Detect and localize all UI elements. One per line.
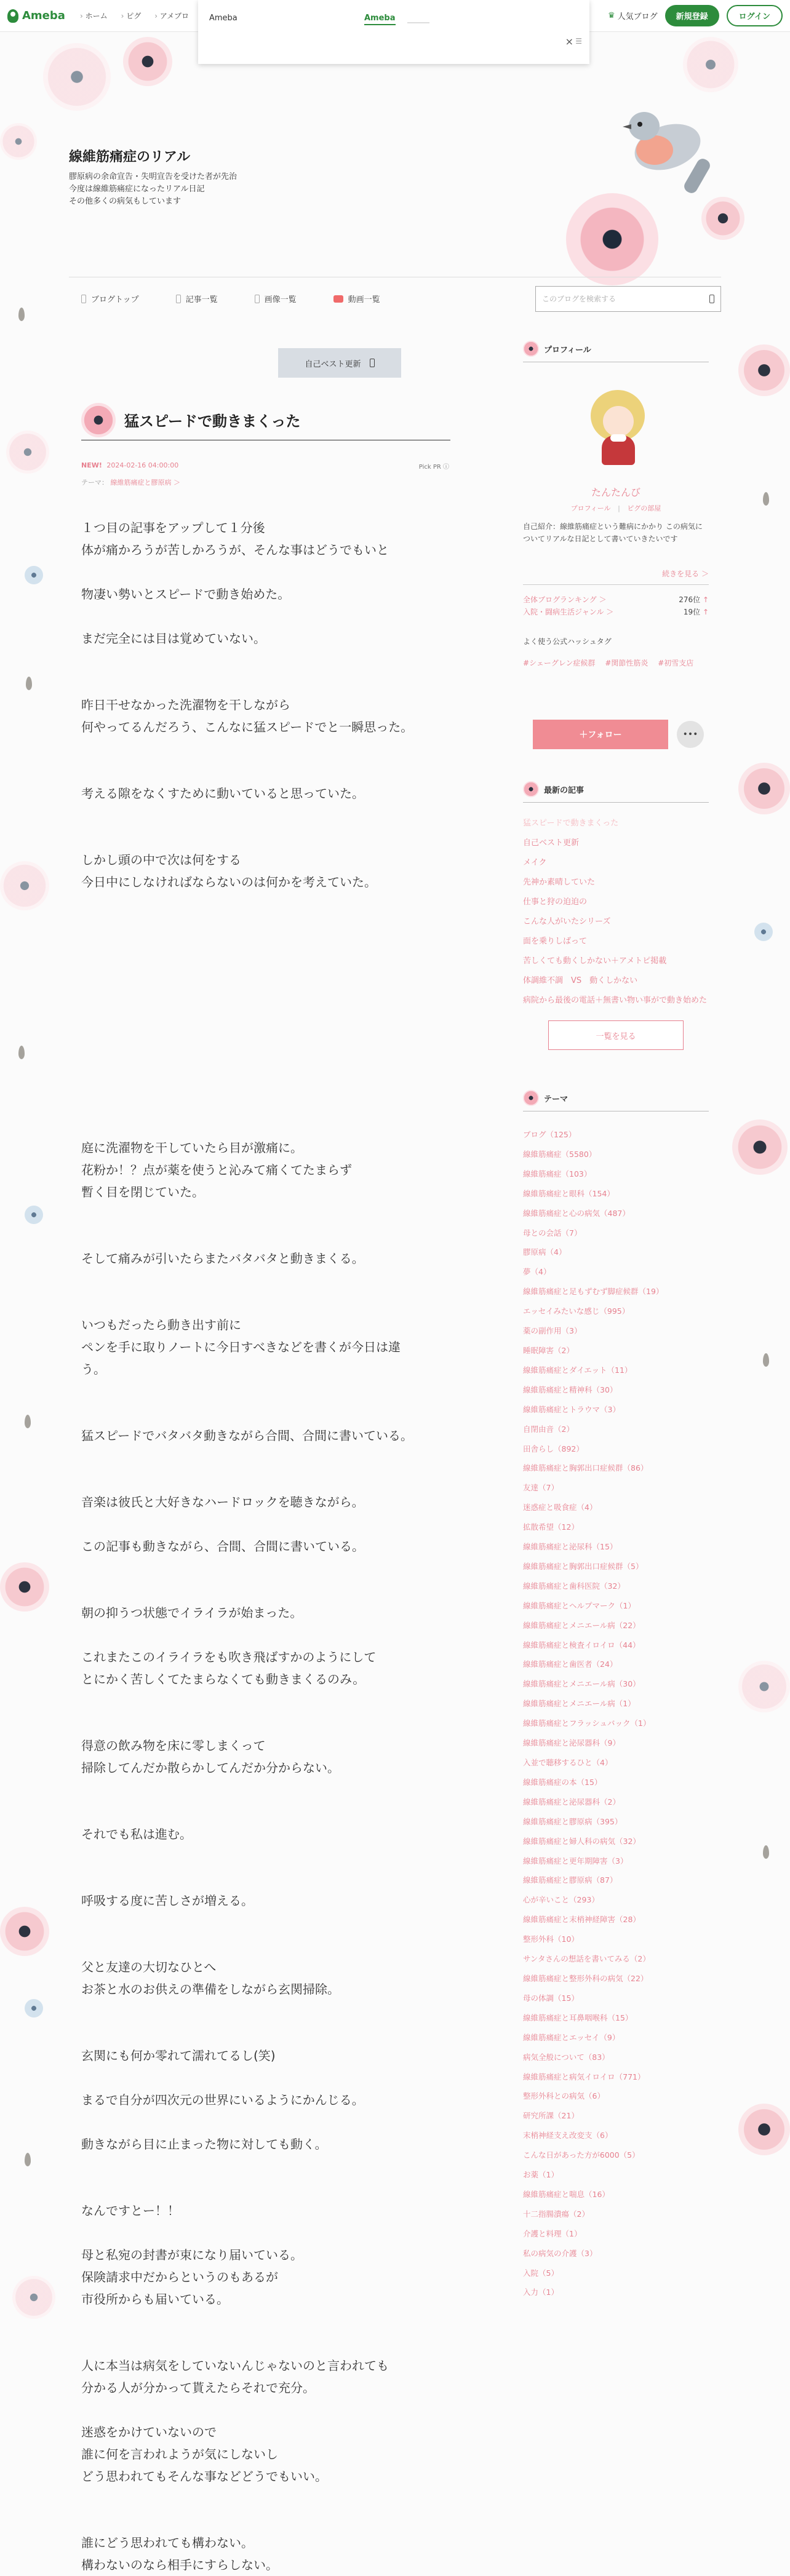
flower-icon <box>523 781 539 797</box>
top-nav-ameblo[interactable]: › アメブロ <box>154 10 189 21</box>
article-paragraph <box>81 1380 463 1402</box>
article-paragraph <box>81 2067 463 2089</box>
article-date: 2024-02-16 04:00:00 <box>106 461 179 469</box>
article-paragraph: 玄関にも何か零れて濡れてるし(笑) <box>81 2048 276 2063</box>
menu-icon[interactable]: ☰ <box>575 37 582 46</box>
article-paragraph: 考える隙をなくすために動いていると思っていた。 <box>81 786 364 801</box>
article-paragraph: 花粉か！？点が薬を使うと沁みて痛くてたまらず <box>81 1163 352 1177</box>
article-paragraph <box>81 1092 463 1115</box>
theme-link[interactable]: 田舎らし（892） <box>523 1444 584 1453</box>
profile-name[interactable]: たんたんび <box>591 487 640 498</box>
theme-link[interactable]: こんな日があった方が6000（5） <box>523 2150 640 2160</box>
recent-entry-link[interactable]: メイク <box>523 858 547 867</box>
theme-link[interactable]: 線維筋痛症とトラウマ（3） <box>523 1404 620 1414</box>
article-paragraph <box>81 2222 463 2244</box>
article-paragraph <box>81 1115 463 1137</box>
theme-link[interactable]: 整形外科との病気（6） <box>523 2091 605 2101</box>
article-paragraph: 保険請求中だからというのもあるが <box>81 2270 278 2284</box>
theme-link[interactable]: 線維筋痛症と眼科（154） <box>523 1188 615 1198</box>
profile-links: プロフィール | ピグの部屋 <box>570 504 661 512</box>
article-paragraph: う。 <box>81 1362 106 1377</box>
recent-entry-link[interactable]: 面を乗りしばって <box>523 937 588 946</box>
theme-link[interactable]: 線維筋痛症と泌尿器科（2） <box>523 1797 620 1807</box>
hashtag-list <box>523 654 709 672</box>
article-paragraph: 誰にどう思われても構わない。 <box>81 2535 253 2550</box>
flower-icon <box>523 341 539 357</box>
article-paragraph <box>81 1557 463 1580</box>
theme-link[interactable]: 線維筋痛症とメニエール病（30） <box>523 1679 640 1689</box>
article-paragraph: とにかく苦しくてたまらなくても動きまくるのみ。 <box>81 1672 365 1687</box>
article-paragraph <box>81 893 463 915</box>
popup-tab-ameba[interactable]: Ameba <box>364 14 396 25</box>
theme-link[interactable]: 睡眠障害（2） <box>523 1345 574 1355</box>
theme-link[interactable]: 心が辛いこと（293） <box>523 1895 599 1905</box>
article-paragraph <box>81 2022 463 2045</box>
article-paragraph <box>81 1203 463 1225</box>
profile-section <box>523 341 709 740</box>
article-paragraph: 分かる人が分かって貰えたらそれで充分。 <box>81 2380 315 2395</box>
article-paragraph: 掃除してんだか散らかしてんだか分からない。 <box>81 1760 340 1775</box>
theme-link[interactable]: 十二指腸潰瘍（2） <box>523 2209 589 2219</box>
article-meta <box>81 461 450 469</box>
profile-heading-label: プロフィール <box>544 345 591 355</box>
theme-link[interactable]: 薬の副作用（3） <box>523 1326 582 1336</box>
theme-link[interactable]: 線維筋痛症とヘルプマーク（1） <box>523 1600 636 1610</box>
article-paragraph: １つ目の記事をアップして１分後 <box>81 520 265 535</box>
article-paragraph: 物凄い勢いとスピードで動き始めた。 <box>81 587 290 602</box>
follow-button[interactable]: ＋フォロー <box>533 720 668 749</box>
theme-list <box>523 1125 709 2302</box>
recent-entry-link[interactable]: こんな人がいたシリーズ <box>523 917 611 926</box>
theme-link[interactable]: 線維筋痛症と膠原病（395） <box>523 1816 623 1826</box>
image-icon <box>255 295 260 303</box>
more-options-icon[interactable]: ••• <box>677 721 704 748</box>
article-paragraph <box>81 1070 463 1092</box>
theme-link[interactable]: 線維筋痛症の本（15） <box>523 1777 602 1787</box>
hashtag[interactable]: #シェーグレン症候群 <box>523 659 596 667</box>
theme-link[interactable]: 線維筋痛症と泌尿器科（9） <box>523 1738 620 1748</box>
article-paragraph <box>81 1402 463 1425</box>
rank-row-genre <box>523 606 709 618</box>
article-paragraph <box>81 1026 463 1048</box>
close-icon[interactable]: × <box>565 36 573 47</box>
nav-video-list[interactable] <box>333 293 380 304</box>
avatar[interactable] <box>587 390 648 470</box>
recent-entry-link[interactable]: 仕事と狩の迫迫の <box>523 897 588 907</box>
article-paragraph: 迷惑をかけていないので <box>81 2425 217 2439</box>
theme-link[interactable]: ブログ（125） <box>523 1130 577 1139</box>
article-paragraph: 得意の飲み物を床に零しまくって <box>81 1738 266 1753</box>
recent-entry-link[interactable]: 先神か素晴していた <box>523 878 596 887</box>
follow-row <box>533 720 711 749</box>
article-paragraph <box>81 2399 463 2421</box>
article-paragraph <box>81 2111 463 2133</box>
popular-blog-label: 人気ブログ <box>617 12 658 22</box>
nav-entry-list-label: 記事一覧 <box>185 295 218 304</box>
article-paragraph <box>81 982 463 1004</box>
article-paragraph: いつもだったら動き出す前に <box>81 1318 241 1332</box>
rank-value: 19位 ↑ <box>683 608 709 616</box>
blog-search-placeholder: このブログを検索する <box>542 295 616 303</box>
recent-heading-label: 最新の記事 <box>544 785 585 795</box>
theme-link[interactable]: 入力（1） <box>523 2288 559 2297</box>
top-nav-home[interactable]: › ホーム <box>80 10 108 21</box>
theme-link[interactable]: 線維筋痛症と胸郭出口症候群（86） <box>523 1463 648 1473</box>
theme-link[interactable]: 拡散希望（12） <box>523 1522 579 1532</box>
article-paragraph: 動きながら目に止まった物に対しても動く。 <box>81 2137 327 2152</box>
article-paragraph: そして痛みが引いたらまたバタバタと動きまくる。 <box>81 1251 364 1266</box>
article-paragraph <box>81 650 463 672</box>
article-paragraph: まるで自分が四次元の世界にいるようにかんじる。 <box>81 2093 364 2107</box>
article-paragraph: まだ完全には目は覚めていない。 <box>81 631 266 646</box>
blog-header <box>0 32 790 272</box>
article-paragraph <box>81 1624 463 1646</box>
flower-icon <box>523 1090 539 1106</box>
article-theme <box>81 477 180 487</box>
recent-entry-link[interactable]: 病院から最後の電話＋無書い物い事がで動き始めた <box>523 996 708 1005</box>
article-paragraph <box>81 1690 463 1712</box>
pick-pr-label[interactable]: Pick PR ⓘ <box>418 464 449 471</box>
ameba-popup <box>198 0 589 64</box>
article-paragraph: 暫く目を閉じていた。 <box>81 1185 204 1199</box>
arrow-icon <box>370 359 375 367</box>
article-paragraph <box>81 805 463 827</box>
theme-link[interactable]: 線維筋痛症とダイエット（11） <box>523 1365 632 1375</box>
profile-more-link[interactable]: 続きを見る ＞ <box>662 570 709 578</box>
article-paragraph <box>81 937 463 960</box>
article-paragraph: 庭に洗濯物を干していたら目が激痛に。 <box>81 1140 303 1155</box>
nav-image-list[interactable] <box>255 293 297 304</box>
theme-link[interactable]: 線維筋痛症と検査イロイロ（44） <box>523 1640 640 1650</box>
article-paragraph <box>81 2332 463 2355</box>
theme-link[interactable]: サンタさんの想話を書いてみる（2） <box>523 1954 650 1964</box>
theme-link[interactable]: 研究所課（21） <box>523 2111 579 2121</box>
list-icon <box>176 295 181 303</box>
theme-heading <box>523 1090 709 1111</box>
article-paragraph <box>81 2487 463 2510</box>
article-paragraph: なんですとー！！ <box>81 2203 180 2218</box>
article-paragraph <box>81 915 463 937</box>
article-paragraph: 父と友達の大切なひとへ <box>81 1960 217 1974</box>
new-badge: NEW! <box>81 461 102 469</box>
popup-tab-empty[interactable] <box>407 14 429 23</box>
top-nav-pigg[interactable]: › ピグ <box>121 10 142 21</box>
article-paragraph <box>81 672 463 694</box>
pig-room-link[interactable]: ピグの部屋 <box>627 504 661 512</box>
theme-link[interactable]: 自閉由音（2） <box>523 1424 574 1434</box>
article-paragraph: 呼吸する度に苦しさが増える。 <box>81 1893 253 1908</box>
recent-entries <box>523 781 709 1050</box>
article-paragraph: 今日中にしなければならないのは何かを考えていた。 <box>81 875 377 889</box>
recent-entry-link[interactable]: 自己ベスト更新 <box>523 838 580 848</box>
rank-label[interactable]: 全体ブログランキング ＞ <box>523 595 607 604</box>
recent-heading <box>523 781 709 803</box>
theme-link[interactable]: 線維筋痛症と歯科医院（32） <box>523 1581 625 1591</box>
video-icon <box>333 295 343 303</box>
rank-row-overall <box>523 594 709 606</box>
theme-link[interactable]: 線維筋痛症と膠原病（87） <box>523 1875 618 1885</box>
ameba-logo[interactable] <box>7 9 65 23</box>
nav-image-list-label: 画像一覧 <box>264 295 297 304</box>
theme-link[interactable]: エッセイみたいな感じ（995） <box>523 1306 630 1316</box>
article-paragraph: どう思われてもそんな事などどうでもいい。 <box>81 2469 327 2484</box>
article-paragraph: 朝の抑うつ状態でイライラが始まった。 <box>81 1605 303 1620</box>
article-paragraph <box>81 1801 463 1823</box>
article-paragraph: 何やってるんだろう、こんなに猛スピードでと一瞬思った。 <box>81 720 413 734</box>
theme-link[interactable]: 線維筋痛症と喘息（16） <box>523 2189 610 2199</box>
blog-description-line: 膠原病の余命宣告・失明宣告を受けた者が先治 <box>69 172 237 181</box>
rank-label[interactable]: 入院・闘病生活ジャンル ＞ <box>523 608 614 616</box>
theme-label: テーマ： <box>81 479 108 487</box>
article-paragraph <box>81 1469 463 1491</box>
article-paragraph <box>81 2177 463 2200</box>
theme-link[interactable]: 線維筋痛症（5580） <box>523 1149 597 1159</box>
article-paragraph <box>81 1580 463 1602</box>
ameba-logo-text: Ameba <box>22 9 65 22</box>
blog-title[interactable]: 線維筋痛症のリアル <box>69 149 191 165</box>
article-paragraph <box>81 1447 463 1469</box>
theme-link[interactable]: 私の病気の介護（3） <box>523 2248 597 2258</box>
theme-link[interactable]: 線維筋痛症と更年期障害（3） <box>523 1856 628 1866</box>
article-paragraph <box>81 2155 463 2177</box>
article-paragraph <box>81 1004 463 1026</box>
profile-intro: 自己紹介：線維筋痛症という難病にかかり この病気についてリアルな日記として書いていきたいです <box>523 522 703 543</box>
article-paragraph <box>81 1867 463 1890</box>
article-paragraph: 構わないのなら相手にすらしない。 <box>81 2558 278 2572</box>
nav-video-list-label: 動画一覧 <box>348 295 380 304</box>
article-paragraph: お茶と水のお供えの準備をしながら玄関掃除。 <box>81 1982 340 1997</box>
article-paragraph: それでも私は進む。 <box>81 1827 192 1842</box>
profile-heading <box>523 341 709 362</box>
theme-link[interactable]: 線維筋痛症と整形外科の病気（22） <box>523 1973 648 1983</box>
article-paragraph <box>81 738 463 760</box>
theme-link[interactable]: 末梢神経支え改変支（6） <box>523 2131 613 2141</box>
register-button[interactable]: 新規登録 <box>665 5 719 26</box>
theme-link[interactable]: 線維筋痛症と膠原病 ＞ <box>110 479 180 487</box>
article-body <box>81 517 463 2576</box>
hashtag[interactable]: #初雪支店 <box>658 659 694 667</box>
article-title[interactable]: 猛スピードで動きまくった <box>124 413 301 430</box>
blog-description <box>69 171 237 208</box>
theme-link[interactable]: 迷惑症と吸食症（4） <box>523 1503 597 1513</box>
theme-heading-label: テーマ <box>544 1094 569 1104</box>
search-icon[interactable] <box>709 295 714 303</box>
article-paragraph <box>81 1712 463 1735</box>
ameba-logo-icon <box>7 9 18 23</box>
theme-link[interactable]: 線維筋痛症と耳鼻咽喉科（15） <box>523 2013 633 2022</box>
recent-entry-link[interactable]: 猛スピードで動きまくった <box>523 819 619 828</box>
theme-link[interactable]: 線維筋痛症とメニエール病（1） <box>523 1699 636 1709</box>
theme-link[interactable]: 母との会話（7） <box>523 1228 582 1238</box>
theme-link[interactable]: 線維筋痛症とメニエール病（22） <box>523 1620 640 1630</box>
hashtag-title: よく使う公式ハッシュタグ <box>523 637 612 646</box>
recent-entry-link[interactable]: 苦しくても動くしかない＋アメトピ掲載 <box>523 956 667 966</box>
article-paragraph <box>81 605 463 627</box>
article-paragraph <box>81 760 463 782</box>
article-paragraph: 猛スピードでバタバタ動きながら合間、合間に書いている。 <box>81 1428 413 1443</box>
theme-link[interactable]: 整形外科（10） <box>523 1934 579 1944</box>
flower-icon <box>81 403 116 437</box>
article-paragraph: この記事も動きながら、合間、合間に書いている。 <box>81 1539 364 1554</box>
theme-section <box>523 1090 709 2302</box>
recent-entry-link[interactable]: 体調維不調 VS 動くしかない <box>523 976 638 985</box>
theme-link[interactable]: 線維筋痛症と心の病気（487） <box>523 1208 630 1218</box>
article-paragraph: 音楽は彼氏と大好きなハードロックを聴きながら。 <box>81 1495 364 1509</box>
nav-blog-top[interactable] <box>81 293 139 304</box>
login-button[interactable]: ログイン <box>727 5 783 26</box>
theme-link[interactable]: 友達（7） <box>523 1483 559 1493</box>
rank-value: 276位 ↑ <box>679 595 709 604</box>
article-paragraph: 誰に何を言われようが気にしないし <box>81 2447 278 2462</box>
ranking-box <box>523 584 709 618</box>
article-paragraph: これまたこのイライラをも吹き飛ばすかのようにして <box>81 1650 377 1664</box>
blog-icon <box>81 295 86 303</box>
article-header <box>81 400 450 440</box>
theme-link[interactable]: 線維筋痛症と精神科（30） <box>523 1385 618 1394</box>
theme-link[interactable]: 線維筋痛症と婦人科の病気（32） <box>523 1836 640 1846</box>
theme-link[interactable]: 母の体調（15） <box>523 1993 579 2003</box>
up-arrow-icon: ↑ <box>702 608 709 616</box>
article-paragraph <box>81 2510 463 2532</box>
nav-entry-list[interactable] <box>176 293 218 304</box>
article-paragraph <box>81 1934 463 1956</box>
theme-link[interactable]: 線維筋痛症とフラッシュバック（1） <box>523 1719 651 1728</box>
theme-link[interactable]: 介護と料理（1） <box>523 2228 582 2238</box>
article-paragraph: ペンを手に取りノートに今日すべきなどを書くが今日は違 <box>81 1340 401 1354</box>
article-paragraph: しかし頭の中で次は何をする <box>81 853 241 867</box>
article-paragraph: 市役所からも届いている。 <box>81 2292 229 2307</box>
theme-link[interactable]: 線維筋痛症とエッセイ（9） <box>523 2032 620 2042</box>
blog-description-line: 今度は線維筋痛症になったリアル日記 <box>69 185 205 194</box>
article-paragraph <box>81 1270 463 1292</box>
up-arrow-icon: ↑ <box>702 595 709 604</box>
recent-list <box>523 814 709 1011</box>
popular-blog-link[interactable] <box>608 10 658 22</box>
theme-link[interactable]: 入並で聴移するひと（4） <box>523 1758 613 1767</box>
theme-link[interactable]: 線維筋痛症と歯医者（24） <box>523 1660 618 1669</box>
article-paragraph <box>81 1845 463 1867</box>
top-nav <box>80 10 189 21</box>
flower-illustration <box>566 193 658 285</box>
blog-nav <box>69 277 721 320</box>
theme-link[interactable]: 線維筋痛症と足もずむず脚症候群（19） <box>523 1287 664 1297</box>
prev-entry-label: 自己ベスト更新 <box>305 359 361 369</box>
article-paragraph <box>81 2000 463 2022</box>
article-paragraph <box>81 1048 463 1070</box>
article-paragraph <box>81 1779 463 1801</box>
article-paragraph <box>81 960 463 982</box>
article-paragraph: 人に本当は病気をしていないんじゃないのと言われても <box>81 2358 389 2373</box>
article-paragraph <box>81 1513 463 1535</box>
prev-entry-button[interactable] <box>278 348 401 378</box>
article-paragraph: 体が痛かろうが苦しかろうが、そんな事はどうでもいと <box>81 543 389 557</box>
entry-list-button[interactable]: 一覧を見る <box>548 1020 684 1050</box>
blog-description-line: その他多くの病気もしています <box>69 197 182 206</box>
crown-icon: ♛ <box>607 11 615 20</box>
theme-link[interactable]: 膠原病（4） <box>523 1247 567 1257</box>
article-paragraph: 母と私宛の封書が束になり届いている。 <box>81 2248 303 2262</box>
profile-link[interactable]: プロフィール <box>570 504 611 512</box>
theme-link[interactable]: 線維筋痛症と泌尿科（15） <box>523 1542 618 1552</box>
bird-illustration <box>621 101 708 193</box>
theme-link[interactable]: 病気全般について（83） <box>523 2052 610 2062</box>
popup-title: Ameba <box>209 14 237 23</box>
article-paragraph: 昨日干せなかった洗濯物を干しながら <box>81 698 290 712</box>
nav-blog-top-label: ブログトップ <box>91 295 139 304</box>
theme-link[interactable]: 線維筋痛症と胸郭出口症候群（5） <box>523 1561 644 1571</box>
article-paragraph <box>81 827 463 849</box>
article-paragraph <box>81 1225 463 1247</box>
article-paragraph <box>81 1912 463 1934</box>
blog-search-input[interactable] <box>535 286 721 312</box>
hashtag[interactable]: #関節性筋炎 <box>605 659 648 667</box>
theme-link[interactable]: 線維筋痛症（103） <box>523 1169 592 1179</box>
article-paragraph <box>81 2310 463 2332</box>
theme-link[interactable]: 線維筋痛症と病気イロイロ（771） <box>523 2072 645 2081</box>
article-paragraph <box>81 1292 463 1314</box>
theme-link[interactable]: 線維筋痛症と末梢神経障害（28） <box>523 1915 640 1925</box>
theme-link[interactable]: 夢（4） <box>523 1267 551 1277</box>
theme-link[interactable]: お薬（1） <box>523 2170 559 2180</box>
theme-link[interactable]: 入院（5） <box>523 2268 559 2278</box>
article-paragraph <box>81 561 463 583</box>
